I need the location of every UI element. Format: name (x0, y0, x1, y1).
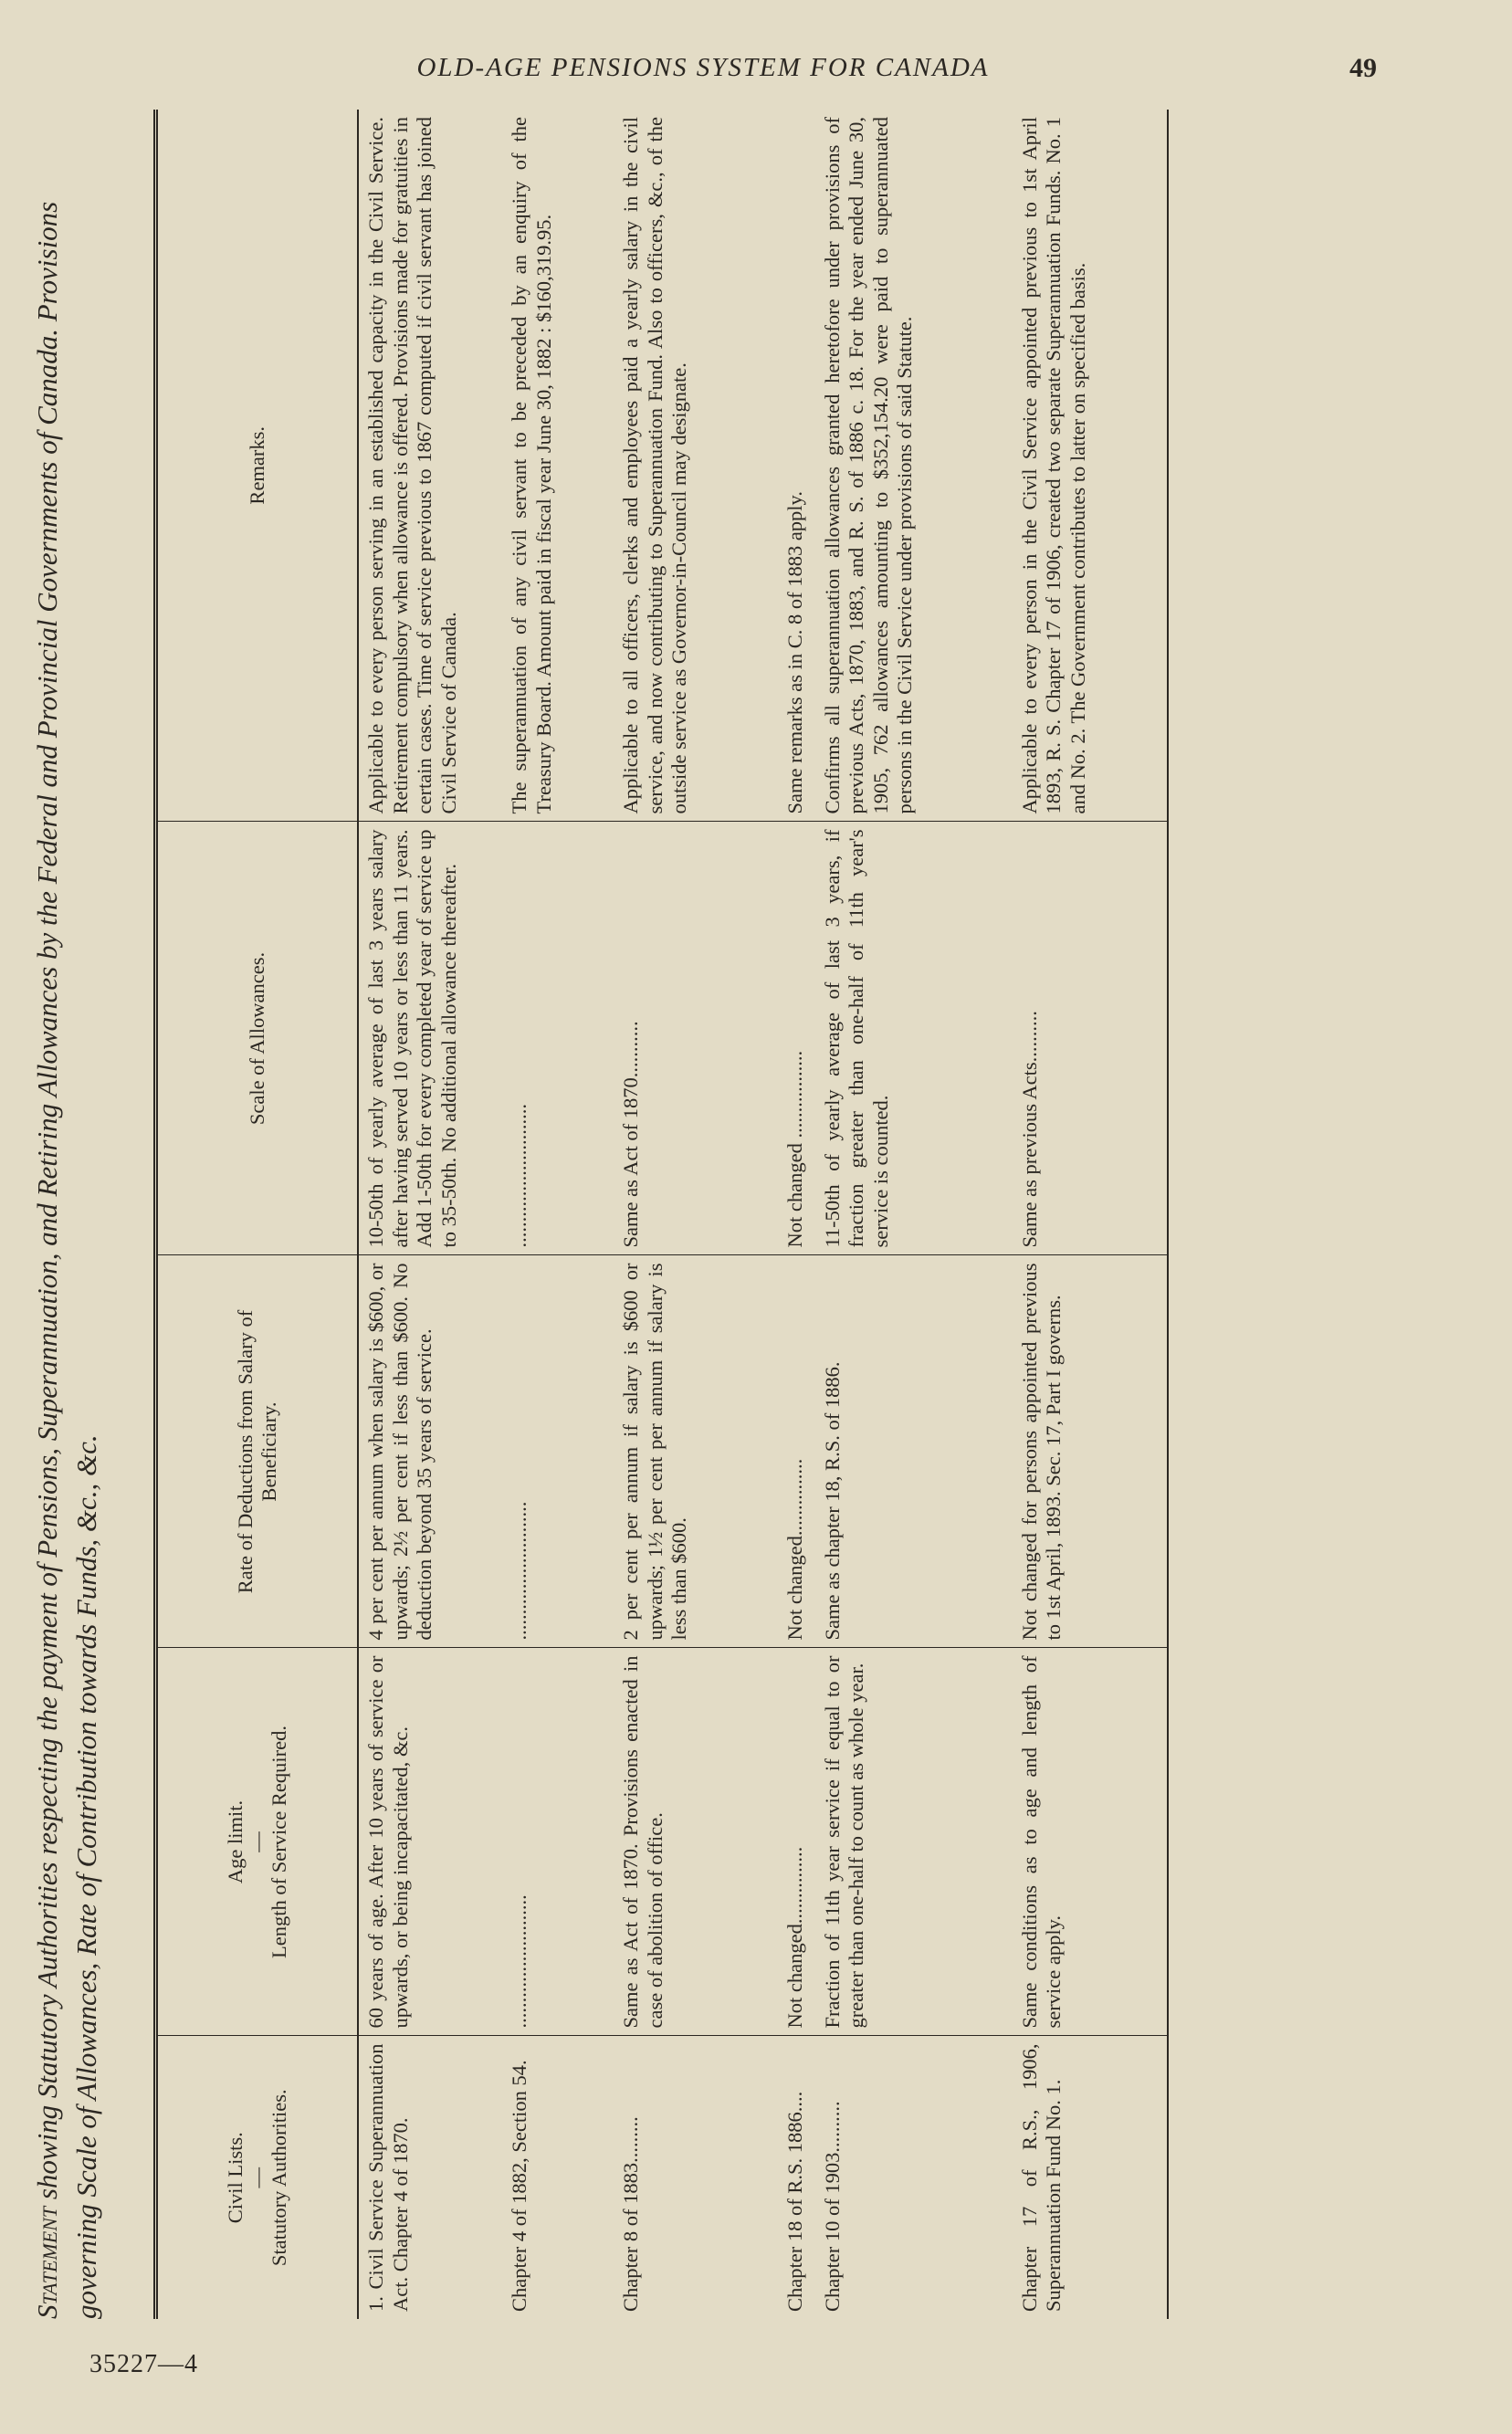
col-header-deductions: Rate of Deductions from Salary of Beneficiary. (156, 1255, 359, 1648)
table-row (778, 110, 815, 2319)
page-number: 49 (1349, 53, 1377, 83)
cell-scale: 10-50th of yearly average of last 3 years salary after having served 10 years or less than 11 years. Add 1-50th for every completed year of service up to 35-50th. No additional allowance thereafter. (358, 822, 502, 1255)
title-lead: Statement (31, 2206, 63, 2319)
cell-authority: Chapter 10 of 1903.......... (820, 2101, 844, 2312)
cell-remarks: Applicable to every person in the Civil Service appointed previous to 1st April 1893, R. S. Chapter 17 of 1906, created two separate Superannuation Funds. No. 1 and No. 2. The Government contributes to latter on specified basis. (1013, 110, 1168, 822)
table-row (358, 110, 502, 2319)
cell-remarks: Same remarks as in C. 8 of 1883 apply. (778, 110, 815, 822)
col-header-authorities: Civil Lists. — Statutory Authorities. (156, 2036, 359, 2319)
cell-deductions: Not changed............... (778, 1255, 815, 1648)
cell-scale: Same as Act of 1870........... (614, 822, 778, 1255)
table-row (1013, 110, 1168, 2319)
cell-remarks: Applicable to all officers, clerks and employees paid a yearly salary in the civil service, and now contributing to Superannuation Fund. Also to officers, &c., of the outside service as Governor-in-Council may designate. (614, 110, 778, 822)
cell-age-limit: Same as Act of 1870. Provisions enacted in case of abolition of office. (614, 1648, 778, 2036)
cell-scale: Same as previous Acts.......... (1013, 822, 1168, 1255)
cell-age-limit: Same conditions as to age and length of service apply. (1013, 1648, 1168, 2036)
title-text: showing Statutory Authorities respecting the payment of Pensions, Superannuation, and Retiring Allowances by the Federal and Provincial Governments of Canada. Provisions governing Scale of Allowances, Rate of Contribution towards Funds, &c., &c. (31, 201, 102, 2319)
cell-authority: Chapter 18 of R.S. 1886.... (783, 2091, 806, 2312)
cell-deductions: Same as chapter 18, R.S. of 1886. (815, 1255, 1013, 1648)
cell-scale: 11-50th of yearly average of last 3 years, if fraction greater than one-half of 11th year's service is counted. (815, 822, 1013, 1255)
rotated-statement (27, 91, 1379, 2319)
col-header-scale: Scale of Allowances. (156, 822, 359, 1255)
printer-code: 35227—4 (89, 2350, 198, 2378)
cell-remarks: Applicable to every person serving in an established capacity in the Civil Service. Retirement compulsory when allowance is offered. Provisions made for gratuities in certain cases. Time of service previous to 1867 computed if civil servant has joined Civil Service of Canada. (358, 110, 502, 822)
cell-scale: ............................ (502, 822, 614, 1255)
cell-age-limit: Fraction of 11th year service if equal to or greater than one-half to count as whole year. (815, 1648, 1013, 2036)
table-row (614, 110, 778, 2319)
cell-authority: Chapter 8 of 1883......... (619, 2116, 642, 2312)
cell-deductions: Not changed for persons appointed previous to 1st April, 1893. Sec. 17, Part I governs. (1013, 1255, 1168, 1648)
cell-authority: 1. Civil Service Superannuation Act. Chapter 4 of 1870. (364, 2043, 412, 2312)
running-header: OLD-AGE PENSIONS SYSTEM FOR CANADA (416, 53, 990, 82)
cell-age-limit: .......................... (502, 1648, 614, 2036)
cell-age-limit: Not changed............... (778, 1648, 815, 2036)
cell-scale: Not changed ................. (778, 822, 815, 1255)
cell-remarks: Confirms all superannuation allowances granted heretofore under provisions of previous Acts, 1870, 1883, and R. S. of 1886 c. 18. For the year ended June 30, 1905, 762 allowances amounting to $352,154.20 were paid to superannuated persons in the Civil Service under provisions of said Statute. (815, 110, 1013, 822)
cell-remarks: The superannuation of any civil servant to be preceded by an enquiry of the Treasury Board. Amount paid in fiscal year June 30, 1882 : $160,319.95. (502, 110, 614, 822)
cell-deductions: ........................... (502, 1255, 614, 1648)
cell-age-limit: 60 years of age. After 10 years of service or upwards, or being incapacitated, &c. (358, 1648, 502, 2036)
cell-deductions: 2 per cent per annum if salary is $600 or upwards; 1½ per cent per annum if salary is less than $600. (614, 1255, 778, 1648)
col-header-remarks: Remarks. (156, 110, 359, 822)
col-header-age-limit: Age limit. — Length of Service Required. (156, 1648, 359, 2036)
header-row (156, 110, 359, 2319)
statement-title (27, 119, 106, 2319)
cell-deductions: 4 per cent per annum when salary is $600, or upwards; 2½ per cent if less than $600. No deduction beyond 35 years of service. (358, 1255, 502, 1648)
cell-authority: Chapter 17 of R.S., 1906, Superannuation Fund No. 1. (1013, 2036, 1168, 2319)
statement-table (153, 110, 1169, 2319)
cell-authority: Chapter 4 of 1882, Section 54. (508, 2060, 530, 2312)
table-row (502, 110, 614, 2319)
table-row (815, 110, 1013, 2319)
